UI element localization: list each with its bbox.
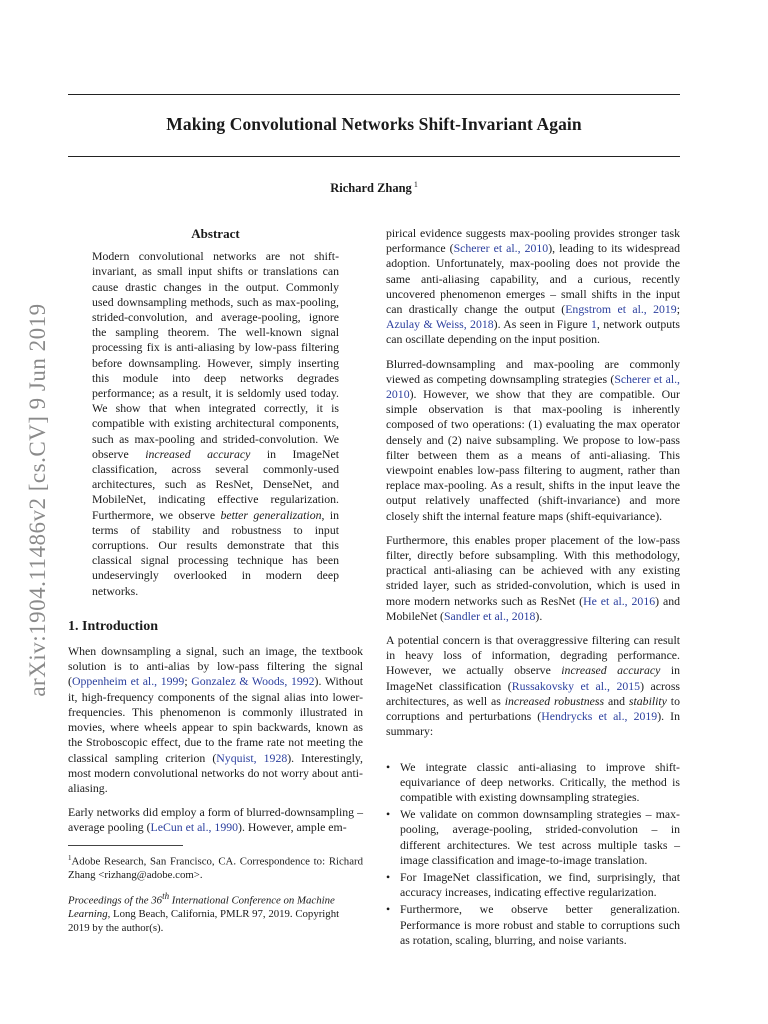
text-run: ) and MobileNet (	[386, 593, 680, 623]
list-item	[386, 870, 680, 900]
text-run: Furthermore, this enables proper placement of the low-pass filter, directly before subsampling. With this methodology, practical anti-aliasing can be achieved with any existing strided layer, such as strided-convolution, which is used in more modern networks such as ResNet (	[386, 532, 680, 608]
proceedings-note	[68, 890, 363, 935]
citation-link[interactable]: LeCun et al., 1990	[150, 820, 239, 835]
author-name: Richard Zhang	[330, 181, 412, 196]
right-paragraph-4	[386, 633, 680, 739]
abstract-text-3: , in terms of stability and robustness to input corruptions. Our results demonstrate that this classical signal processing technique has been undeservingly overlooked in modern deep networks.	[92, 507, 339, 598]
bullet-icon: •	[386, 869, 391, 884]
citation-link[interactable]: Hendrycks et al., 2019	[541, 709, 658, 724]
text-run: ). In summary:	[386, 709, 680, 739]
footnote-text: Adobe Research, San Francisco, CA. Correspondence to: Richard Zhang <rizhang@adobe.com>.	[68, 855, 363, 881]
right-paragraph-3	[386, 533, 680, 624]
emphasis: stability	[628, 693, 667, 708]
title-top-rule	[68, 94, 680, 95]
text-run: A potential concern is that overaggressive filtering can result in heavy loss of information, degrading performance. However, we actually observe	[386, 633, 680, 678]
figure-link[interactable]: 1	[590, 317, 597, 332]
text-run: ). However, ample em-	[238, 820, 347, 835]
list-item	[386, 807, 680, 868]
footnote-rule	[68, 845, 183, 846]
right-paragraph-2	[386, 357, 680, 524]
section-heading-introduction: 1. Introduction	[68, 618, 158, 634]
citation-link[interactable]: Gonzalez & Woods, 1992	[191, 674, 315, 689]
abstract-emphasis-2: better generalization	[220, 507, 322, 522]
text-run: International Conference on Machine Learning	[68, 894, 335, 921]
bullet-icon: •	[386, 902, 391, 917]
text-run: ;	[676, 302, 680, 317]
emphasis: increased robustness	[504, 693, 605, 708]
citation-link[interactable]: Russakovsky et al., 2015	[511, 678, 641, 693]
abstract-emphasis-1: increased accuracy	[145, 446, 251, 461]
text-run: ) across architectures, as well as	[386, 678, 681, 708]
citation-link[interactable]: Oppenheim et al., 1999	[71, 674, 185, 689]
text-run: pirical evidence suggests max-pooling provides stronger task performance (	[386, 226, 680, 256]
abstract-text-1: Modern convolutional networks are not shift-invariant, as small input shifts or translations can cause drastic changes in the output. Commonly used downsampling methods, such as max-pooling, strided-convolution, and average-pooling, ignore the sampling theorem. The well-known signal processing fix is anti-aliasing by low-pass filtering before downsampling. However, simply inserting this module into deep networks degrades performance; as a result, it is seldomly used today. We show that when integrated correctly, it is compatible with existing architectural components, such as max-pooling and strided-convolution. We observe	[92, 249, 339, 461]
text-run: and	[604, 693, 629, 708]
text-run: th	[162, 891, 170, 902]
text-run: , Long Beach, California, PMLR 97, 2019. Copyright 2019 by the author(s).	[68, 908, 340, 934]
text-run: Proceedings of the 36	[68, 894, 163, 907]
right-column	[386, 226, 680, 950]
text-run: When downsampling a signal, such an image, the textbook solution is to anti-alias by low-pass filtering the signal (	[68, 644, 363, 689]
text-run: to corruptions and perturbations (	[386, 693, 680, 724]
text-run: Blurred-downsampling and max-pooling are commonly viewed as competing downsampling strategies (	[386, 356, 680, 386]
right-paragraph-1	[386, 226, 680, 348]
contributions-list	[386, 760, 680, 948]
text-run: ). However, we show that they are compatible. Our simple observation is that max-pooling is inherently composed of two operations: (1) evaluating the max operator densely and (2) naive subsampling. We propose to low-pass filter between them as a means of anti-aliasing. This viewpoint enables low-pass filtering to augment, rather than replace max-pooling. As a result, shifts in the input leave the output relatively unaffected (shift-invariance) and more closely shift the internal feature maps (shift-equivariance).	[386, 387, 680, 523]
list-item	[386, 760, 680, 806]
paper-title: Making Convolutional Networks Shift-Invariant Again	[166, 114, 582, 134]
citation-link[interactable]: Scherer et al., 2010	[386, 371, 680, 402]
text-run: in ImageNet classification (	[386, 663, 680, 693]
title-bottom-rule	[68, 156, 680, 157]
list-item-text: We integrate classic anti-aliasing to improve shift-equivariance of deep networks. Critically, the method is compatible with existing downsampling strategies.	[400, 759, 680, 804]
text-run: Early networks did employ a form of blurred-downsampling – average pooling (	[68, 805, 363, 835]
bullet-icon: •	[386, 807, 391, 822]
footnote-mark: 1	[68, 853, 72, 862]
citation-link[interactable]: Azulay & Weiss, 2018	[386, 317, 494, 332]
list-item	[386, 902, 680, 948]
affiliation-footnote	[68, 852, 363, 883]
text-run: , network outputs can oscillate depending on the input position.	[386, 317, 680, 347]
list-item-text: We validate on common downsampling strategies – max-pooling, average-pooling, strided-convolution – in different architectures. We test across multiple tasks – image classification and image-to-image translation.	[400, 807, 680, 867]
text-run: ), leading to its widespread adoption. Unfortunately, max-pooling does not provide the same anti-aliasing capability, and a curious, recently uncovered phenomenon emerges – small shifts in the input can drastically change the output (	[386, 241, 680, 317]
text-run: ). Interestingly, most modern convolutional networks do not worry about anti-aliasing.	[68, 750, 363, 795]
citation-link[interactable]: Engstrom et al., 2019	[565, 302, 677, 317]
text-run: ).	[535, 608, 543, 623]
intro-paragraph-1	[68, 644, 363, 796]
text-run: ). Without it, high-frequency components of the signal alias into lower-frequencies. This phenomenon is commonly illustrated in movies, where wheels appear to spin backwards, known as the Stroboscopic effect, due to the frame rate not meeting the classical sampling criterion (	[68, 674, 364, 765]
abstract-body	[92, 249, 339, 599]
emphasis: increased accuracy	[561, 663, 661, 678]
author-line	[68, 180, 680, 196]
list-item-text: For ImageNet classification, we find, surprisingly, that accuracy increases, indicating effective regularization.	[400, 869, 680, 900]
author-affiliation-mark: 1	[413, 180, 418, 189]
citation-link[interactable]: Nyquist, 1928	[216, 750, 288, 765]
text-run: ). As seen in Figure	[493, 317, 591, 332]
citation-link[interactable]: He et al., 2016	[583, 593, 656, 608]
text-run: ;	[184, 674, 192, 689]
list-item-text: Furthermore, we observe better generalization. Performance is more robust and stable to corruptions such as rotation, scaling, blurring, and noise variants.	[400, 902, 680, 947]
bullet-icon: •	[386, 759, 391, 774]
citation-link[interactable]: Scherer et al., 2010	[453, 241, 549, 256]
abstract-heading: Abstract	[191, 226, 240, 241]
arxiv-stamp: arXiv:1904.11486v2 [cs.CV] 9 Jun 2019	[25, 303, 50, 697]
left-column	[68, 226, 363, 935]
abstract-text-2: in ImageNet classification, across several commonly-used architectures, such as ResNet, DenseNet, and MobileNet, indicating effective regularization. Furthermore, we observe	[92, 446, 340, 522]
citation-link[interactable]: Sandler et al., 2018	[444, 608, 536, 623]
intro-paragraph-2	[68, 805, 363, 835]
